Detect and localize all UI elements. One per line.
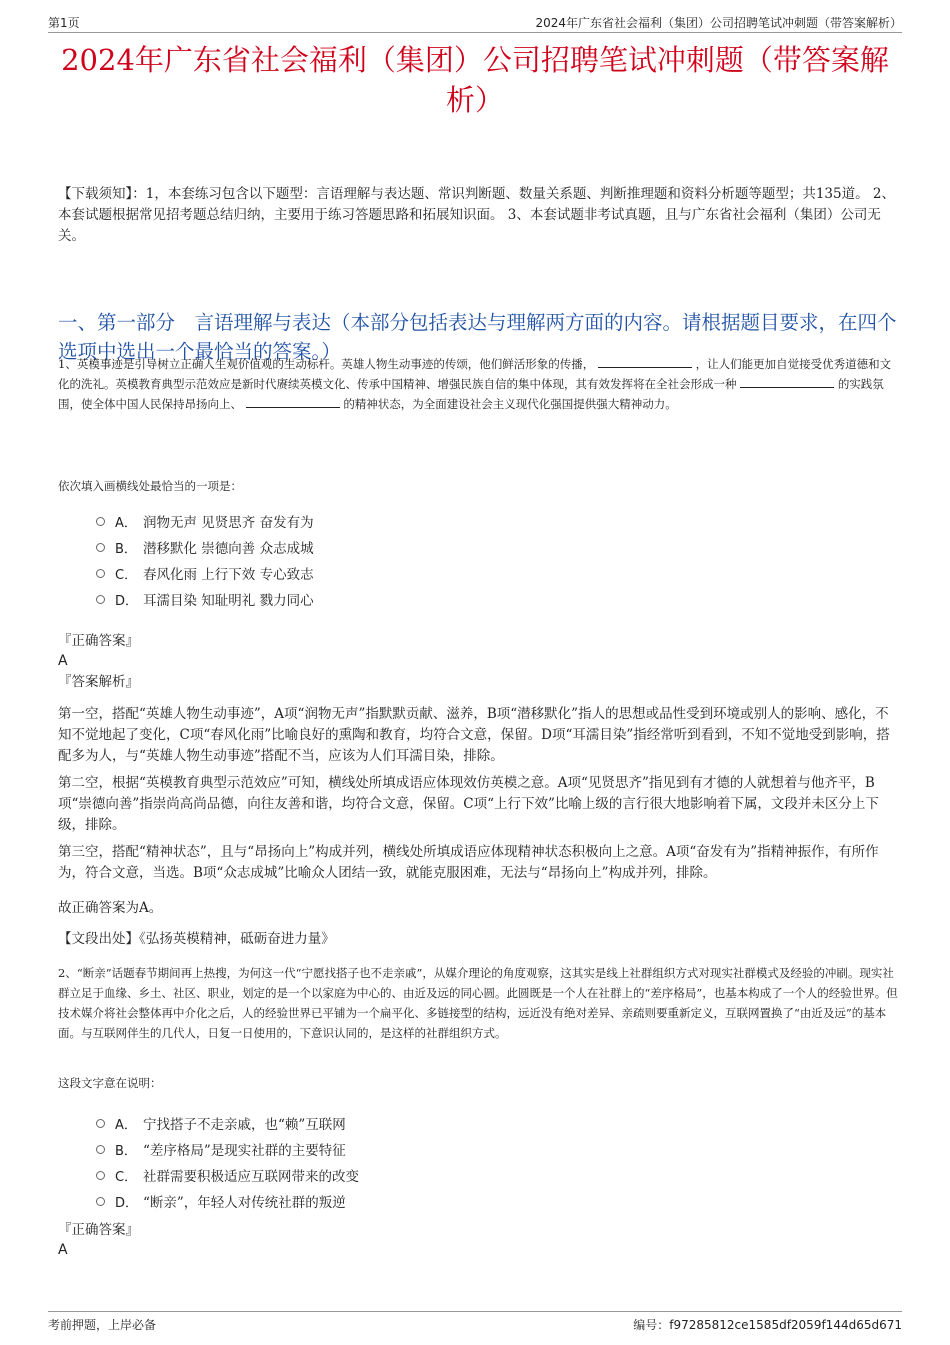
option-b[interactable] <box>96 1136 359 1162</box>
document-title: 2024年广东省社会福利（集团）公司招聘笔试冲刺题（带答案解析） <box>61 43 889 117</box>
page-header <box>48 10 902 33</box>
option-letter: B． <box>115 541 137 557</box>
option-text: 春风化雨 上行下效 专心致志 <box>143 567 314 583</box>
option-letter: A． <box>115 515 137 531</box>
analysis-label: 『答案解析』 <box>58 674 139 690</box>
question-1-text-part3: 的实践氛围，使全体中国人民保持昂扬向上、 <box>58 377 884 411</box>
option-letter: C． <box>115 567 138 583</box>
option-b[interactable] <box>96 534 314 560</box>
radio-icon[interactable] <box>96 1171 105 1180</box>
correct-answer-label: 『正确答案』 <box>58 633 139 649</box>
header-doc-title: 2024年广东省社会福利（集团）公司招聘笔试冲刺题（带答案解析） <box>535 16 902 30</box>
option-d[interactable] <box>96 586 314 612</box>
option-a[interactable] <box>96 1110 359 1136</box>
question-1-options <box>96 508 314 612</box>
option-a[interactable] <box>96 508 314 534</box>
question-1-text <box>58 354 898 414</box>
section-heading: 一、第一部分 言语理解与表达（本部分包括表达与理解两方面的内容。请根据题目要求，在四个选项中选出一个最恰当的答案。） <box>58 311 897 363</box>
fill-blank-3 <box>246 395 340 408</box>
analysis-paragraph-3: 第三空，搭配“精神状态”，且与“昂扬向上”构成并列，横线处所填成语应体现精神状态积极向上之意。A项“奋发有为”指精神振作，有所作为，符合文意，当选。B项“众志成城”比喻众人团结一致，就能克服困难，无法与“昂扬向上”构成并列，排除。 <box>58 844 879 881</box>
fill-blank-1 <box>598 355 692 368</box>
radio-icon[interactable] <box>96 543 105 552</box>
correct-answer-value: A <box>58 653 68 669</box>
radio-icon[interactable] <box>96 595 105 604</box>
question-1-text-part4: 的精神状态，为全面建设社会主义现代化强国提供强大精神动力。 <box>343 397 677 411</box>
option-text: 润物无声 见贤思齐 奋发有为 <box>143 515 314 531</box>
option-letter: A． <box>115 1117 137 1133</box>
radio-icon[interactable] <box>96 569 105 578</box>
analysis-paragraph-2: 第二空，根据“英模教育典型示范效应”可知，横线处所填成语应体现效仿英模之意。A项“见贤思齐”指见到有才德的人就想着与他齐平，B项“崇德向善”指崇尚高尚品德，向往友善和谐，均符合文意，保留。C项“上行下效”比喻上级的言行很大地影响着下属，文段并未区分上下级，排除。 <box>58 775 879 833</box>
option-letter: D． <box>115 1195 139 1211</box>
option-text: “断亲”，年轻人对传统社群的叛逆 <box>143 1195 346 1211</box>
question-1-prompt: 依次填入画横线处最恰当的一项是： <box>58 479 242 493</box>
question-2-options <box>96 1110 359 1214</box>
option-text: “差序格局”是现实社群的主要特征 <box>143 1143 346 1159</box>
option-text: 耳濡目染 知耻明礼 戮力同心 <box>143 593 314 609</box>
option-letter: D． <box>115 593 139 609</box>
correct-answer-label: 『正确答案』 <box>58 1222 139 1238</box>
question-1-text-part2: ，让人们能更加自觉接受优秀道德和文化的洗礼。英模教育典型示范效应是新时代赓续英模文化、传承中国精神、增强民族自信的集中体现，其有效发挥将在全社会形成一种 <box>58 357 892 391</box>
question-2-prompt: 这段文字意在说明： <box>58 1076 162 1090</box>
radio-icon[interactable] <box>96 1197 105 1206</box>
question-2-text: 2、“断亲”话题春节期间再上热搜，为何这一代“宁愿找搭子也不走亲戚”，从媒介理论的角度观察，这其实是线上社群组织方式对现实社群模式及经验的冲刷。现实社群立足于血缘、乡土、社区、职业，划定的是一个以家庭为中心的、由近及远的同心圆。此圆既是一个人在社群上的“差序格局”，也基本构成了一个人的经验世界。但技术媒介将社会整体再中介化之后，人的经验世界已平铺为一个扁平化、多链接型的结构，远近没有绝对差异、亲疏则要重新定义，互联网置换了“由近及远”的基本面。与互联网伴生的几代人，日复一日使用的，下意识认同的，是这样的社群组织方式。 <box>58 966 898 1040</box>
footer-doc-id: 编号：f97285812ce1585df2059f144d65d671 <box>633 1318 902 1332</box>
question-1-text-part1: 1、英模事迹是引导树立正确人生观价值观的生动标杆。英雄人物生动事迹的传颂，他们鲜活形象的传播， <box>58 357 595 371</box>
radio-icon[interactable] <box>96 1145 105 1154</box>
footer-slogan: 考前押题，上岸必备 <box>48 1318 157 1332</box>
page-footer <box>48 1311 902 1336</box>
option-text: 宁找搭子不走亲戚，也“赖”互联网 <box>143 1117 346 1133</box>
page-number: 第1页 <box>48 16 80 30</box>
analysis-conclusion: 故正确答案为A。 <box>58 900 163 916</box>
radio-icon[interactable] <box>96 1119 105 1128</box>
source-citation: 【文段出处】《弘扬英模精神，砥砺奋进力量》 <box>58 931 335 947</box>
option-letter: C． <box>115 1169 138 1185</box>
option-text: 潜移默化 崇德向善 众志成城 <box>143 541 314 557</box>
option-c[interactable] <box>96 560 314 586</box>
radio-icon[interactable] <box>96 517 105 526</box>
fill-blank-2 <box>740 375 834 388</box>
analysis-paragraph-1: 第一空，搭配“英雄人物生动事迹”，A项“润物无声”指默默贡献、滋养，B项“潜移默化”指人的思想或品性受到环境或别人的影响、感化，不知不觉地起了变化，C项“春风化雨”比喻良好的熏陶和教育，均符合文意，保留。D项“耳濡目染”指经常听到看到，不知不觉地受到影响，搭配多为人，与“英雄人物生动事迹”搭配不当，应该为人们耳濡目染，排除。 <box>58 706 890 764</box>
download-notice: 【下载须知】：1，本套练习包含以下题型：言语理解与表达题、常识判断题、数量关系题、判断推理题和资料分析题等题型；共135道。 2、本套试题根据常见招考题总结归纳，主要用于练习答题思路和拓展知识面。 3、本套试题非考试真题，且与广东省社会福利（集团）公司无关。 <box>58 186 895 244</box>
option-c[interactable] <box>96 1162 359 1188</box>
option-text: 社群需要积极适应互联网带来的改变 <box>143 1169 359 1185</box>
option-letter: B． <box>115 1143 137 1159</box>
option-d[interactable] <box>96 1188 359 1214</box>
correct-answer-value: A <box>58 1242 68 1258</box>
